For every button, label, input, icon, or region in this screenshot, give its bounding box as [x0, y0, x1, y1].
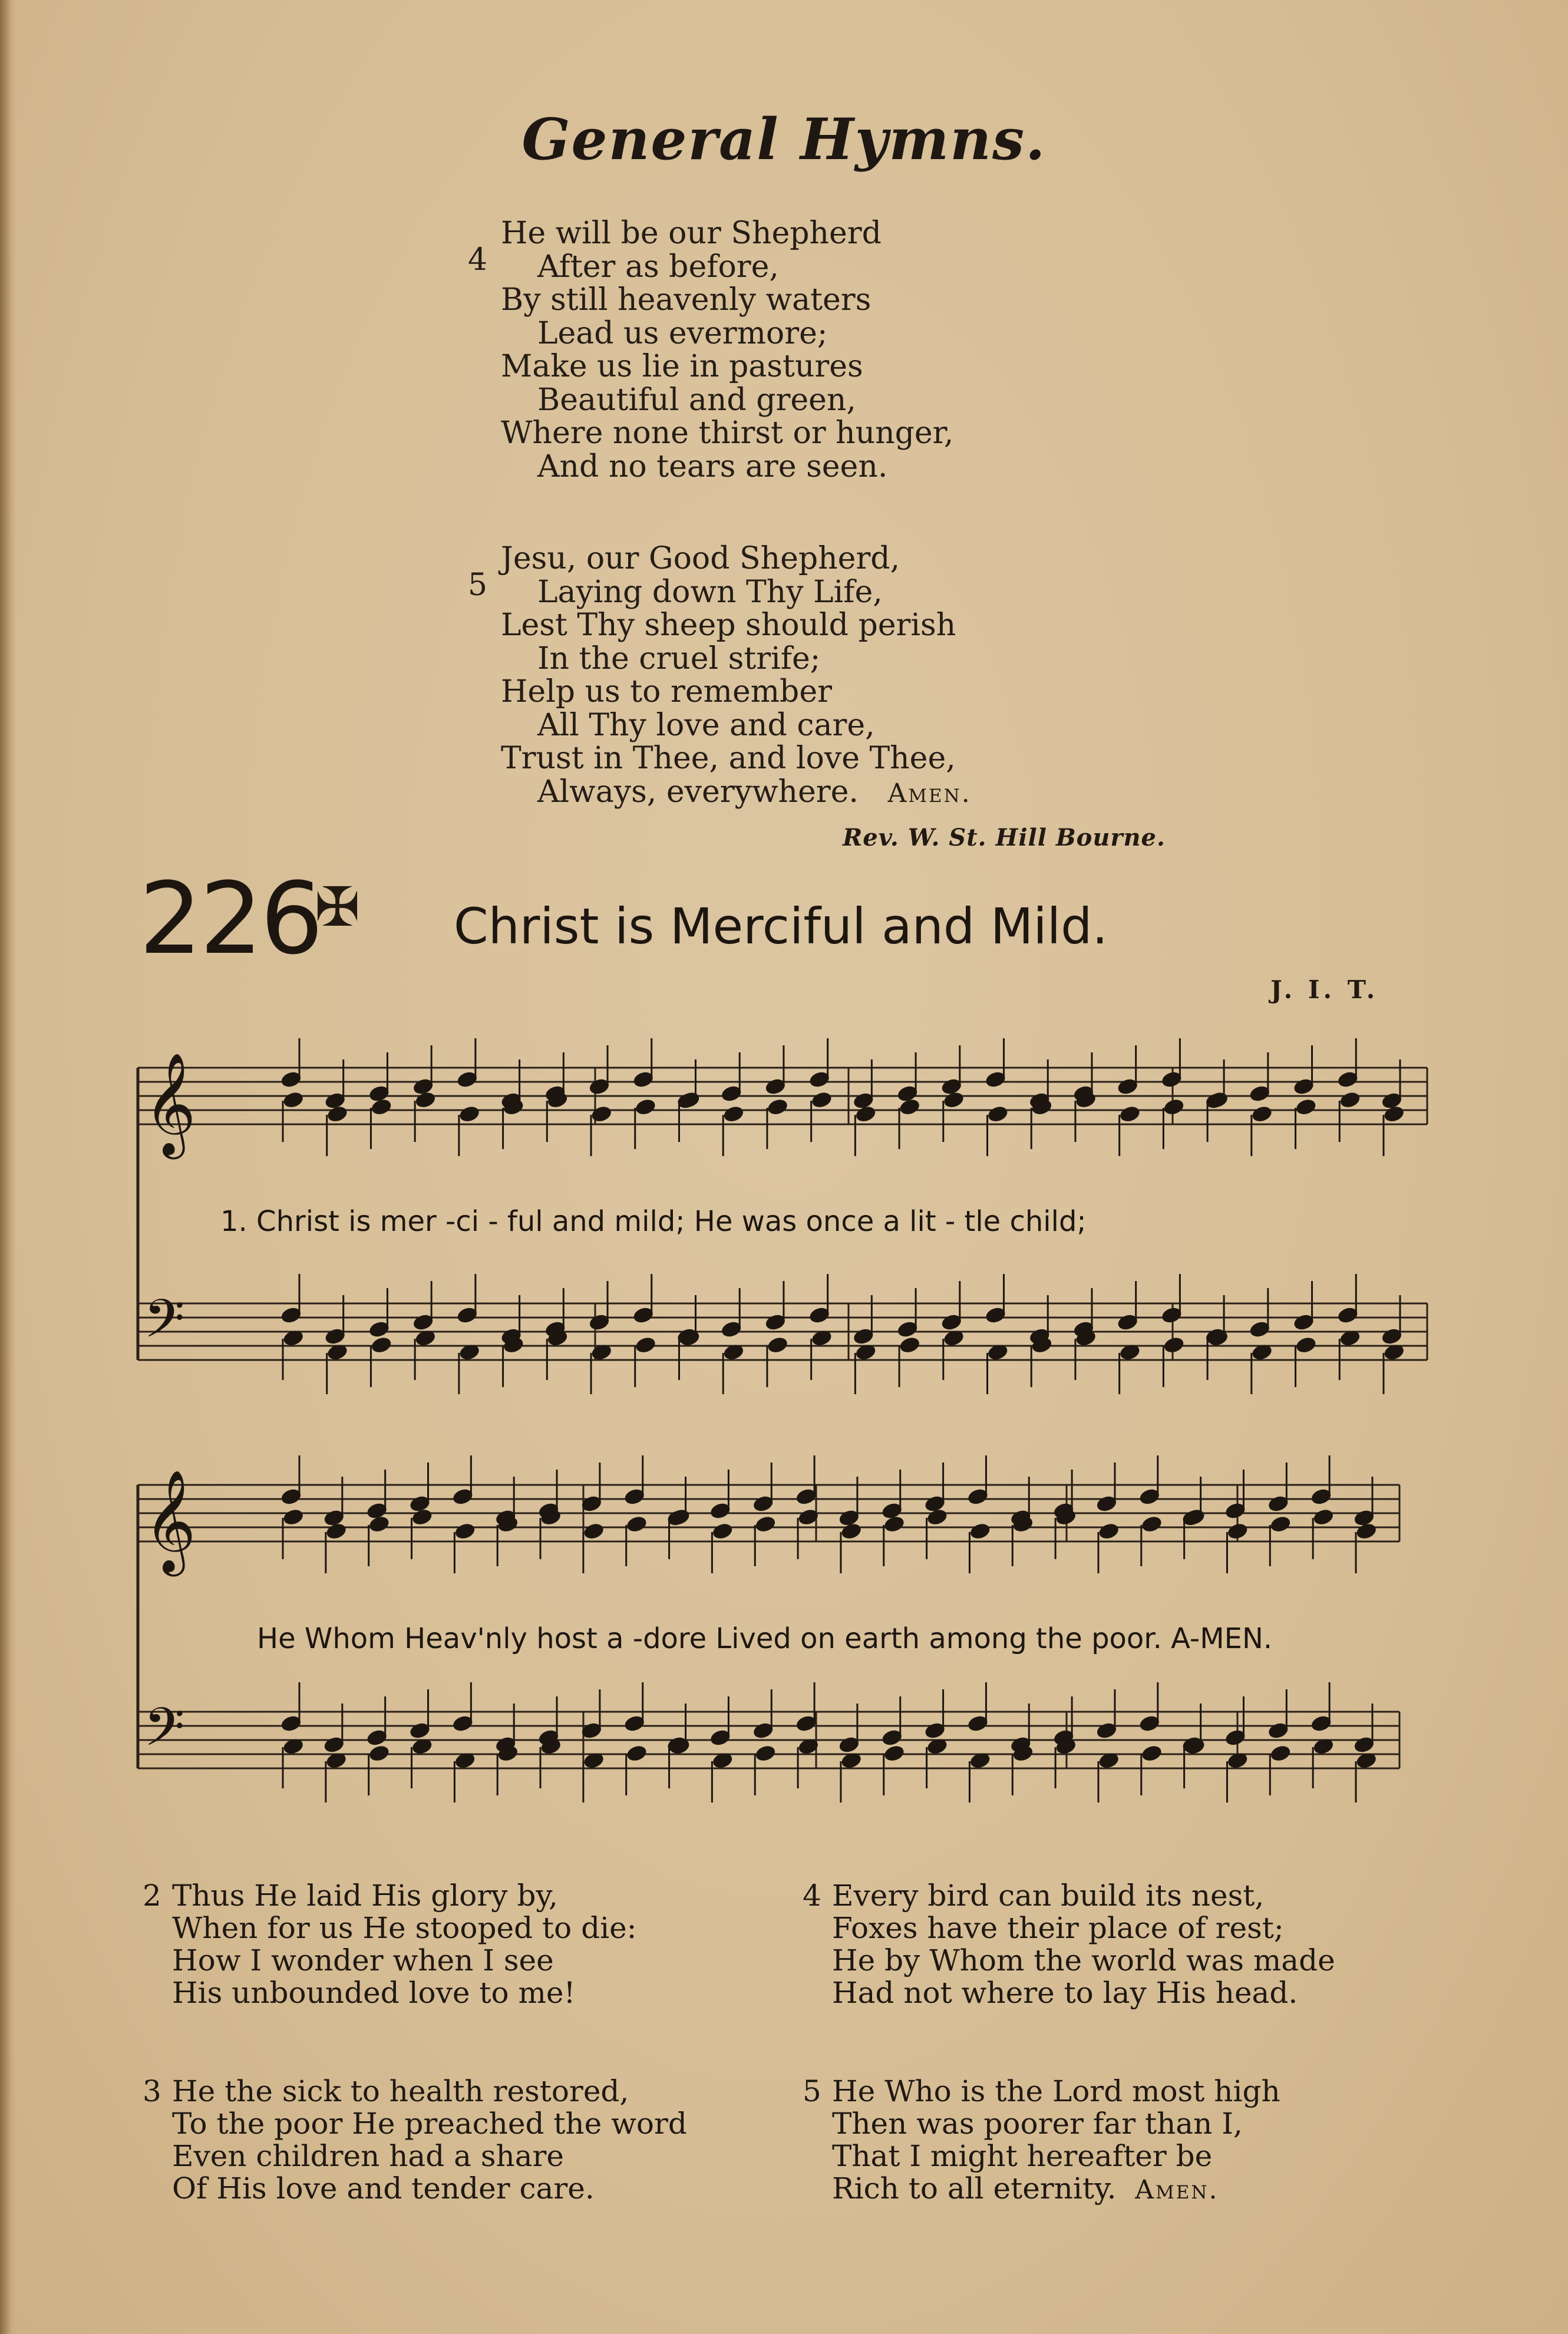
- verse-number: 5: [803, 2074, 821, 2108]
- page-header: General Hymns.: [521, 106, 1047, 173]
- notehead: [1269, 1744, 1292, 1763]
- verse-line: That I might hereafter be: [832, 2139, 1213, 2173]
- notehead: [754, 1515, 777, 1534]
- notehead: [414, 1091, 437, 1110]
- notehead: [754, 1744, 777, 1763]
- verse-line: Where none thirst or hunger,: [501, 415, 954, 451]
- verse-line: Every bird can build its nest,: [832, 1879, 1265, 1913]
- treble-clef-icon: 𝄞: [144, 1470, 196, 1572]
- verse-number: 2: [143, 1879, 161, 1913]
- lyrics-system-2: He Whom Heav'nly host a -dore Lived on earth among the poor. A-MEN.: [257, 1622, 1273, 1655]
- verse-line: After as before,: [537, 249, 779, 285]
- verse-line: His unbounded love to me!: [172, 1976, 576, 2010]
- notehead: [1295, 1336, 1318, 1355]
- verse-line: Then was poorer far than I,: [832, 2107, 1243, 2141]
- verse-number: 4: [468, 242, 488, 278]
- verse-line: Laying down Thy Life,: [537, 574, 883, 610]
- notehead: [854, 1105, 877, 1124]
- notehead: [899, 1098, 921, 1117]
- notehead: [635, 1336, 657, 1355]
- verse-line: Of His love and tender care.: [172, 2171, 595, 2206]
- notehead: [282, 1091, 305, 1110]
- notehead: [899, 1336, 921, 1355]
- notehead: [1119, 1105, 1141, 1124]
- verse-4: [803, 1879, 1335, 2010]
- notehead: [1339, 1091, 1361, 1110]
- notehead: [722, 1105, 745, 1124]
- verse-line: He by Whom the world was made: [832, 1943, 1335, 1978]
- notehead: [1226, 1522, 1249, 1541]
- notehead: [1163, 1098, 1185, 1117]
- verse-5: [803, 2074, 1280, 2206]
- verse-2: [143, 1879, 637, 2010]
- notehead: [1141, 1744, 1163, 1763]
- notehead: [282, 1508, 305, 1527]
- notehead: [1295, 1098, 1318, 1117]
- notehead: [626, 1515, 648, 1534]
- bass-clef-icon: 𝄢: [144, 1697, 185, 1771]
- notehead: [1269, 1515, 1292, 1534]
- verse-line: He Who is the Lord most high: [832, 2074, 1280, 2108]
- hymn-number: 226: [139, 861, 321, 976]
- verse-line: Always, everywhere.: [537, 774, 859, 810]
- notehead: [1355, 1522, 1378, 1541]
- notehead: [370, 1336, 392, 1355]
- verse-line: When for us He stooped to die:: [172, 1911, 637, 1945]
- verse-line: Beautiful and green,: [537, 382, 856, 418]
- verse-line: Help us to remember: [501, 674, 832, 709]
- verse-number: 5: [468, 567, 488, 603]
- verse-line: In the cruel strife;: [537, 641, 821, 676]
- verse-line: He will be our Shepherd: [501, 216, 882, 251]
- notehead: [590, 1105, 613, 1124]
- cross-mark-icon: ✠: [315, 876, 361, 939]
- lyrics-system-1: 1. Christ is mer -ci - ful and mild; He was once a lit - tle child;: [220, 1205, 1087, 1238]
- notehead: [883, 1515, 906, 1534]
- notehead: [458, 1105, 481, 1124]
- notehead: [1163, 1336, 1185, 1355]
- treble-clef-icon: 𝄞: [144, 1052, 196, 1155]
- verse-line: Rich to all eternity.: [832, 2171, 1117, 2206]
- notehead: [811, 1091, 833, 1110]
- hymn-title: Christ is Merciful and Mild.: [454, 897, 1108, 955]
- notehead: [583, 1522, 605, 1541]
- verse-line: To the poor He preached the word: [172, 2107, 687, 2141]
- notehead: [411, 1508, 433, 1527]
- verse-line: Lead us evermore;: [537, 315, 828, 351]
- verse-line: Lest Thy sheep should perish: [501, 608, 956, 643]
- notehead: [943, 1091, 965, 1110]
- verse-line: How I wonder when I see: [172, 1943, 554, 1978]
- notehead: [883, 1744, 906, 1763]
- notehead: [370, 1098, 392, 1117]
- notehead: [1312, 1508, 1335, 1527]
- verse-line: All Thy love and care,: [537, 707, 875, 743]
- notehead: [368, 1515, 391, 1534]
- notehead: [1383, 1105, 1405, 1124]
- notehead: [711, 1522, 734, 1541]
- notehead: [840, 1522, 863, 1541]
- notehead: [368, 1744, 391, 1763]
- verse-number: 4: [803, 1879, 821, 1913]
- bass-clef-icon: 𝄢: [144, 1289, 185, 1362]
- notehead: [969, 1522, 991, 1541]
- verse-line: Even children had a share: [172, 2139, 564, 2173]
- notehead: [454, 1522, 476, 1541]
- notehead: [1251, 1105, 1273, 1124]
- notehead: [635, 1098, 657, 1117]
- amen-label: Amen.: [887, 778, 972, 808]
- tune-author: J. I. T.: [1270, 975, 1379, 1004]
- verse-line: Trust in Thee, and love Thee,: [501, 741, 956, 776]
- verse-line: Had not where to lay His head.: [832, 1976, 1298, 2010]
- amen-label: Amen.: [1135, 2175, 1219, 2205]
- verse-line: Thus He laid His glory by,: [172, 1879, 558, 1913]
- notehead: [626, 1744, 648, 1763]
- notehead: [767, 1098, 789, 1117]
- verse-line: He the sick to health restored,: [172, 2074, 629, 2108]
- verse-line: And no tears are seen.: [537, 448, 888, 484]
- verse-number: 3: [143, 2074, 161, 2108]
- verse-line: Make us lie in pastures: [501, 349, 863, 384]
- verse-line: Jesu, our Good Shepherd,: [501, 541, 900, 576]
- notehead: [1141, 1515, 1163, 1534]
- notehead: [986, 1105, 1009, 1124]
- verse-3: [143, 2074, 687, 2206]
- notehead: [326, 1105, 349, 1124]
- notehead: [767, 1336, 789, 1355]
- verse-line: Foxes have their place of rest;: [832, 1911, 1284, 1945]
- notehead: [926, 1508, 949, 1527]
- notehead: [1098, 1522, 1120, 1541]
- verse-line: By still heavenly waters: [501, 282, 872, 318]
- notehead: [325, 1522, 348, 1541]
- prev-hymn-author: Rev. W. St. Hill Bourne.: [843, 824, 1166, 851]
